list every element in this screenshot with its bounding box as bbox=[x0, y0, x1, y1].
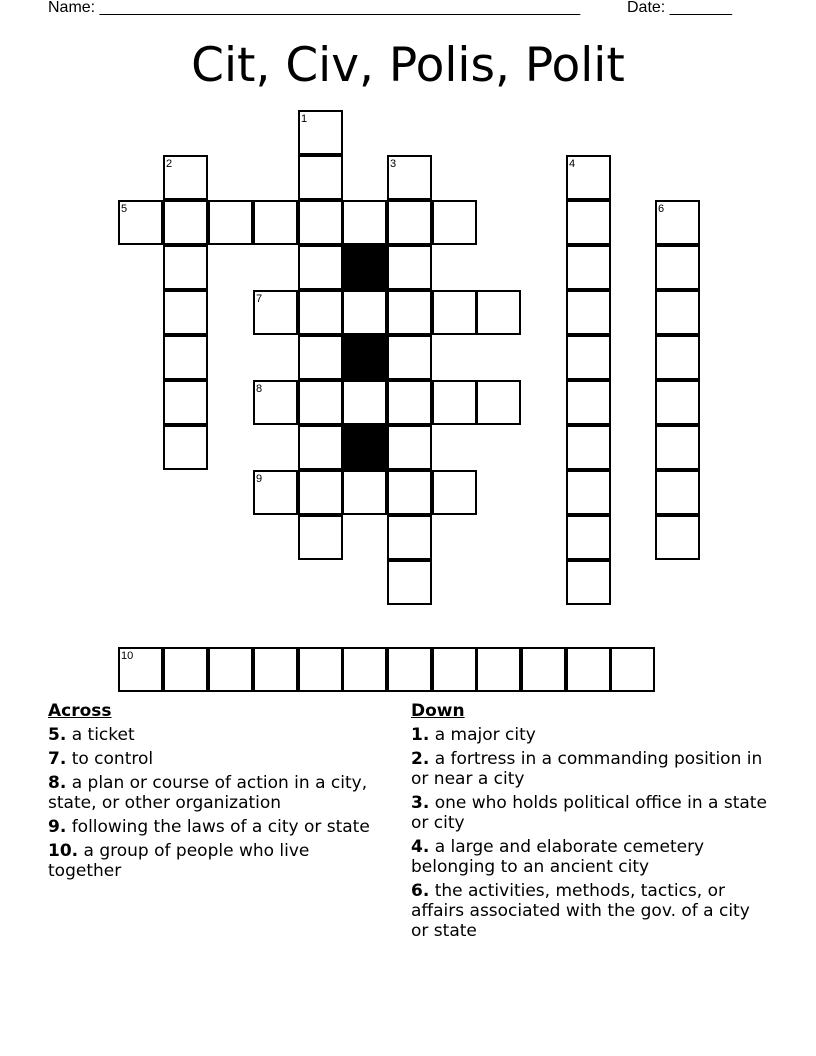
grid-cell[interactable] bbox=[163, 290, 208, 335]
clue-text: a ticket bbox=[66, 725, 135, 745]
clue-number-label: 1. bbox=[411, 725, 430, 745]
across-clue bbox=[48, 841, 378, 881]
down-clue bbox=[411, 725, 771, 745]
grid-cell[interactable] bbox=[298, 200, 343, 245]
grid-cell[interactable] bbox=[655, 290, 700, 335]
grid-cell[interactable] bbox=[387, 647, 432, 692]
clue-number-label: 10. bbox=[48, 841, 79, 861]
clue-number: 3 bbox=[390, 158, 397, 170]
grid-cell[interactable] bbox=[655, 470, 700, 515]
grid-cell[interactable] bbox=[476, 290, 521, 335]
down-clue bbox=[411, 881, 771, 941]
grid-cell[interactable] bbox=[163, 380, 208, 425]
grid-cell[interactable] bbox=[610, 647, 655, 692]
down-clue bbox=[411, 837, 771, 877]
clue-number: 5 bbox=[121, 203, 128, 215]
clue-number-label: 5. bbox=[48, 725, 67, 745]
grid-cell[interactable] bbox=[298, 515, 343, 560]
grid-cell[interactable] bbox=[432, 380, 477, 425]
grid-cell[interactable] bbox=[387, 245, 432, 290]
grid-cell[interactable] bbox=[566, 200, 611, 245]
clue-text: a group of people who live together bbox=[48, 841, 310, 881]
grid-cell[interactable] bbox=[387, 380, 432, 425]
across-clue bbox=[48, 725, 378, 745]
grid-cell[interactable] bbox=[476, 380, 521, 425]
grid-cell[interactable] bbox=[432, 290, 477, 335]
grid-cell[interactable] bbox=[163, 335, 208, 380]
date-field-label: Date: _______ bbox=[627, 0, 732, 16]
across-clue bbox=[48, 773, 378, 813]
grid-cell[interactable] bbox=[387, 515, 432, 560]
grid-cell[interactable] bbox=[476, 647, 521, 692]
clue-number-label: 8. bbox=[48, 773, 67, 793]
grid-cell[interactable] bbox=[298, 647, 343, 692]
clue-text: the activities, methods, tactics, or affairs associated with the gov. of a city or state bbox=[411, 881, 750, 941]
grid-cell[interactable] bbox=[566, 245, 611, 290]
grid-cell[interactable] bbox=[432, 470, 477, 515]
grid-cell[interactable] bbox=[298, 335, 343, 380]
across-clue bbox=[48, 817, 378, 837]
clue-number: 8 bbox=[256, 383, 263, 395]
grid-cell[interactable] bbox=[387, 425, 432, 470]
grid-cell[interactable] bbox=[163, 647, 208, 692]
blocked-cell bbox=[342, 245, 387, 290]
grid-cell[interactable] bbox=[342, 290, 387, 335]
page-title: Cit, Civ, Polis, Polit bbox=[191, 38, 625, 93]
grid-cell[interactable] bbox=[432, 200, 477, 245]
grid-cell[interactable] bbox=[655, 425, 700, 470]
grid-cell[interactable] bbox=[566, 647, 611, 692]
grid-cell[interactable] bbox=[298, 245, 343, 290]
grid-cell[interactable] bbox=[655, 245, 700, 290]
down-heading: Down bbox=[411, 701, 465, 721]
clue-text: a major city bbox=[429, 725, 536, 745]
grid-cell[interactable] bbox=[566, 290, 611, 335]
grid-cell[interactable] bbox=[655, 380, 700, 425]
grid-cell[interactable] bbox=[521, 647, 566, 692]
clue-number-label: 9. bbox=[48, 817, 67, 837]
clue-number-label: 6. bbox=[411, 881, 430, 901]
grid-cell[interactable] bbox=[163, 200, 208, 245]
clue-text: a large and elaborate cemetery belonging to an ancient city bbox=[411, 837, 705, 877]
grid-cell[interactable] bbox=[298, 155, 343, 200]
grid-cell[interactable] bbox=[342, 200, 387, 245]
clue-number: 10 bbox=[121, 650, 134, 662]
clue-number-label: 4. bbox=[411, 837, 430, 857]
clue-number-label: 2. bbox=[411, 749, 430, 769]
clue-number: 9 bbox=[256, 473, 263, 485]
grid-cell[interactable] bbox=[342, 470, 387, 515]
grid-cell[interactable] bbox=[208, 647, 253, 692]
across-clues bbox=[48, 701, 378, 885]
grid-cell[interactable] bbox=[298, 380, 343, 425]
grid-cell[interactable] bbox=[163, 425, 208, 470]
down-clues bbox=[411, 701, 771, 945]
clue-text: a plan or course of action in a city, state, or other organization bbox=[48, 773, 368, 813]
across-heading: Across bbox=[48, 701, 112, 721]
grid-cell[interactable] bbox=[253, 647, 298, 692]
grid-cell[interactable] bbox=[387, 200, 432, 245]
across-clue bbox=[48, 749, 378, 769]
down-clue bbox=[411, 793, 771, 833]
grid-cell[interactable] bbox=[253, 200, 298, 245]
grid-cell[interactable] bbox=[655, 515, 700, 560]
clue-number-label: 3. bbox=[411, 793, 430, 813]
clue-number-label: 7. bbox=[48, 749, 67, 769]
clue-text: to control bbox=[66, 749, 154, 769]
grid-cell[interactable] bbox=[655, 335, 700, 380]
name-field-label: Name: ______________________________________________________ bbox=[48, 0, 581, 16]
grid-cell[interactable] bbox=[342, 647, 387, 692]
clue-number: 6 bbox=[658, 203, 665, 215]
clue-number: 7 bbox=[256, 293, 263, 305]
grid-cell[interactable] bbox=[566, 380, 611, 425]
clue-number: 1 bbox=[301, 113, 308, 125]
grid-cell[interactable] bbox=[298, 290, 343, 335]
grid-cell[interactable] bbox=[566, 335, 611, 380]
grid-cell[interactable] bbox=[298, 470, 343, 515]
clue-number: 2 bbox=[166, 158, 173, 170]
blocked-cell bbox=[342, 425, 387, 470]
grid-cell[interactable] bbox=[566, 560, 611, 605]
grid-cell[interactable] bbox=[387, 335, 432, 380]
grid-cell[interactable] bbox=[387, 290, 432, 335]
grid-cell[interactable] bbox=[566, 470, 611, 515]
grid-cell[interactable] bbox=[432, 647, 477, 692]
grid-cell[interactable] bbox=[566, 515, 611, 560]
clue-number: 4 bbox=[569, 158, 576, 170]
grid-cell[interactable] bbox=[566, 425, 611, 470]
down-clue bbox=[411, 749, 771, 789]
clue-text: one who holds political office in a state or city bbox=[411, 793, 767, 833]
grid-cell[interactable] bbox=[163, 245, 208, 290]
grid-cell[interactable] bbox=[208, 200, 253, 245]
grid-cell[interactable] bbox=[342, 380, 387, 425]
clue-text: a fortress in a commanding position in or near a city bbox=[411, 749, 763, 789]
blocked-cell bbox=[342, 335, 387, 380]
grid-cell[interactable] bbox=[298, 425, 343, 470]
grid-cell[interactable] bbox=[387, 470, 432, 515]
grid-cell[interactable] bbox=[387, 560, 432, 605]
clue-text: following the laws of a city or state bbox=[66, 817, 370, 837]
